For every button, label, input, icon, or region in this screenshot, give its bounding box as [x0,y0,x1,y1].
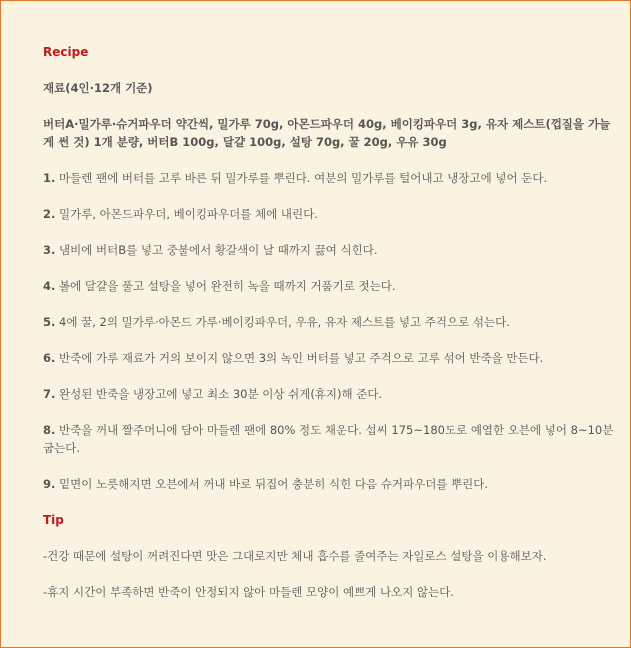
tip-item-1: -건강 때문에 설탕이 꺼려진다면 맛은 그대로지만 체내 흡수를 줄여주는 자일로스 설탕을 이용해보자. [43,549,547,563]
step-text: 냄비에 버터B를 넣고 중불에서 황갈색이 날 때까지 끓여 식힌다. [59,243,378,257]
step-number: 2. [43,207,56,221]
step-number: 5. [43,315,56,329]
step-number: 9. [43,477,56,491]
step-6 [43,349,624,367]
step-7 [43,385,624,403]
recipe-heading: Recipe [43,45,89,59]
step-4 [43,277,624,295]
tip-heading: Tip [43,513,64,527]
step-text: 완성된 반죽을 냉장고에 넣고 최소 30분 이상 쉬게(휴지)해 준다. [59,387,383,401]
tip-item-2: -휴지 시간이 부족하면 반죽이 안정되지 않아 마들렌 모양이 예쁘게 나오지 않는다. [43,585,454,599]
step-2 [43,205,624,223]
recipe-content [43,43,624,619]
step-number: 3. [43,243,56,257]
step-text: 4에 꿀, 2의 밀가루·아몬드 가루·베이킹파우더, 우유, 유자 제스트를 넣고 주걱으로 섞는다. [59,315,510,329]
step-number: 7. [43,387,56,401]
servings-label: 재료(4인·12개 기준) [43,81,153,95]
step-number: 8. [43,423,56,437]
step-9 [43,475,624,493]
step-8 [43,421,624,457]
step-text: 반죽을 꺼내 짤주머니에 담아 마들렌 팬에 80% 정도 채운다. 섭씨 175~180도로 예열한 오븐에 넣어 8~10분 굽는다. [43,423,614,455]
step-number: 6. [43,351,56,365]
step-1 [43,169,624,187]
step-number: 1. [43,171,56,185]
step-text: 밑면이 노릇해지면 오븐에서 꺼내 바로 뒤집어 충분히 식힌 다음 슈거파우더를 뿌린다. [59,477,489,491]
step-text: 반죽에 가루 재료가 거의 보이지 않으면 3의 녹인 버터를 넣고 주걱으로 고루 섞어 반죽을 만든다. [59,351,544,365]
ingredients-list: 버터A·밀가루·슈거파우더 약간씩, 밀가루 70g, 아몬드파우더 40g, 베이킹파우더 3g, 유자 제스트(껍질을 가늘게 썬 것) 1개 분량, 버터B 100g, 달걀 100g, 설탕 70g, 꿀 20g, 우유 30g [43,117,611,149]
step-text: 밀가루, 아몬드파우더, 베이킹파우더를 체에 내린다. [59,207,318,221]
step-text: 마들렌 팬에 버터를 고루 바른 뒤 밀가루를 뿌린다. 여분의 밀가루를 털어내고 냉장고에 넣어 둔다. [59,171,548,185]
step-text: 볼에 달걀을 풀고 설탕을 넣어 완전히 녹을 때까지 거품기로 젓는다. [59,279,396,293]
step-5 [43,313,624,331]
step-number: 4. [43,279,56,293]
step-3 [43,241,624,259]
